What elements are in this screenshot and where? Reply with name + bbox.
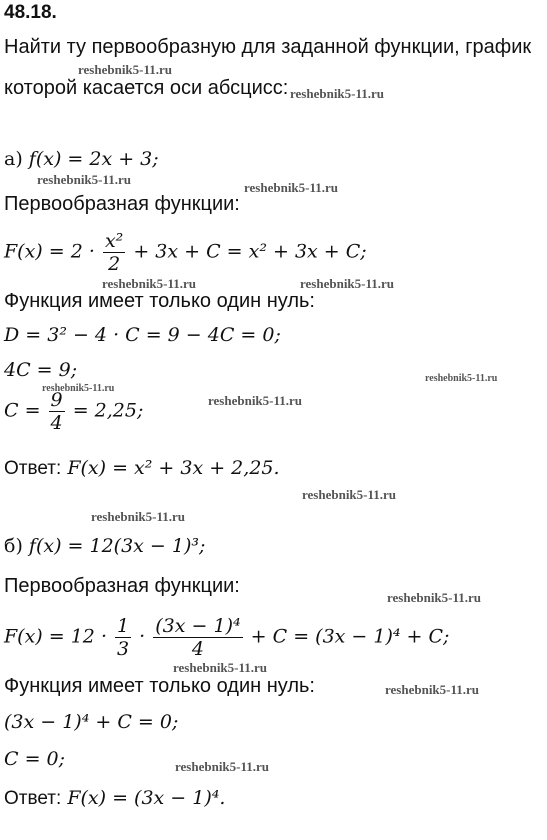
problem-number: 48.18. (4, 2, 57, 23)
watermark: reshebnik5-11.ru (42, 383, 115, 394)
watermark: reshebnik5-11.ru (208, 393, 303, 408)
part-b-label: б) (4, 535, 23, 557)
watermark: reshebnik5-11.ru (173, 660, 268, 675)
part-b-antiderivative-formula (4, 615, 449, 660)
watermark: reshebnik5-11.ru (425, 373, 498, 384)
fraction-numerator: x² (104, 230, 124, 252)
watermark: reshebnik5-11.ru (37, 172, 132, 187)
watermark: reshebnik5-11.ru (385, 682, 480, 697)
formula-rhs: + C = (3x − 1)⁴ + C; (250, 625, 450, 648)
answer-label: Ответ: (4, 788, 62, 809)
task-text-line-2: которой касается оси абсцисс: (4, 77, 289, 99)
part-a-c-value (4, 389, 143, 434)
fraction-denominator: 4 (191, 638, 204, 660)
fraction-denominator: 2 (108, 253, 121, 275)
watermark: reshebnik5-11.ru (91, 509, 186, 524)
watermark: reshebnik5-11.ru (302, 487, 397, 502)
formula-rhs: + 3x + C = x² + 3x + C; (133, 240, 367, 263)
watermark: reshebnik5-11.ru (387, 590, 482, 605)
fraction (49, 389, 65, 434)
watermark: reshebnik5-11.ru (102, 276, 197, 291)
fraction-numerator: 9 (50, 389, 63, 411)
part-a-step: 4C = 9; (4, 359, 78, 381)
part-a-zero-heading: Функция имеет только один нуль: (4, 290, 315, 312)
fraction-1 (115, 615, 131, 660)
part-b-antiderivative-heading: Первообразная функции: (4, 575, 240, 597)
fraction-2 (153, 615, 242, 660)
fraction-denominator: 3 (117, 638, 130, 660)
part-b-function-formula: f(x) = 12(3x − 1)³; (28, 535, 206, 557)
watermark: reshebnik5-11.ru (290, 86, 385, 101)
formula-lhs: F(x) = 12 · (4, 625, 107, 648)
answer-label: Ответ: (4, 458, 62, 479)
fraction-numerator: (3x − 1)⁴ (155, 615, 241, 637)
formula-rhs: = 2,25; (72, 399, 144, 422)
fraction-numerator: 1 (117, 615, 130, 637)
part-a-label: а) (4, 148, 23, 170)
part-a-antiderivative-formula (4, 230, 367, 275)
answer-formula: F(x) = (3x − 1)⁴. (67, 787, 226, 809)
fraction-denominator: 4 (50, 412, 63, 434)
watermark: reshebnik5-11.ru (300, 276, 395, 291)
answer-formula: F(x) = x² + 3x + 2,25. (67, 457, 280, 479)
fraction (103, 230, 125, 275)
formula-lhs: C = (4, 399, 41, 422)
part-b-equation: (3x − 1)⁴ + C = 0; (4, 711, 179, 733)
watermark: reshebnik5-11.ru (78, 62, 173, 77)
task-text-line-1: Найти ту первообразную для заданной функции, график (4, 36, 532, 58)
watermark: reshebnik5-11.ru (175, 759, 270, 774)
part-a-antiderivative-heading: Первообразная функции: (4, 193, 240, 215)
part-b-answer (4, 786, 225, 811)
part-b-function (4, 534, 205, 558)
part-a-function (4, 147, 159, 171)
watermark: reshebnik5-11.ru (244, 180, 339, 195)
dot-operator: · (139, 625, 146, 648)
part-a-answer (4, 456, 280, 481)
part-b-c-value: C = 0; (4, 748, 66, 770)
formula-lhs: F(x) = 2 · (4, 240, 95, 263)
part-a-function-formula: f(x) = 2x + 3; (28, 148, 159, 170)
part-a-discriminant: D = 3² − 4 · C = 9 − 4C = 0; (4, 324, 281, 346)
part-b-zero-heading: Функция имеет только один нуль: (4, 675, 315, 697)
